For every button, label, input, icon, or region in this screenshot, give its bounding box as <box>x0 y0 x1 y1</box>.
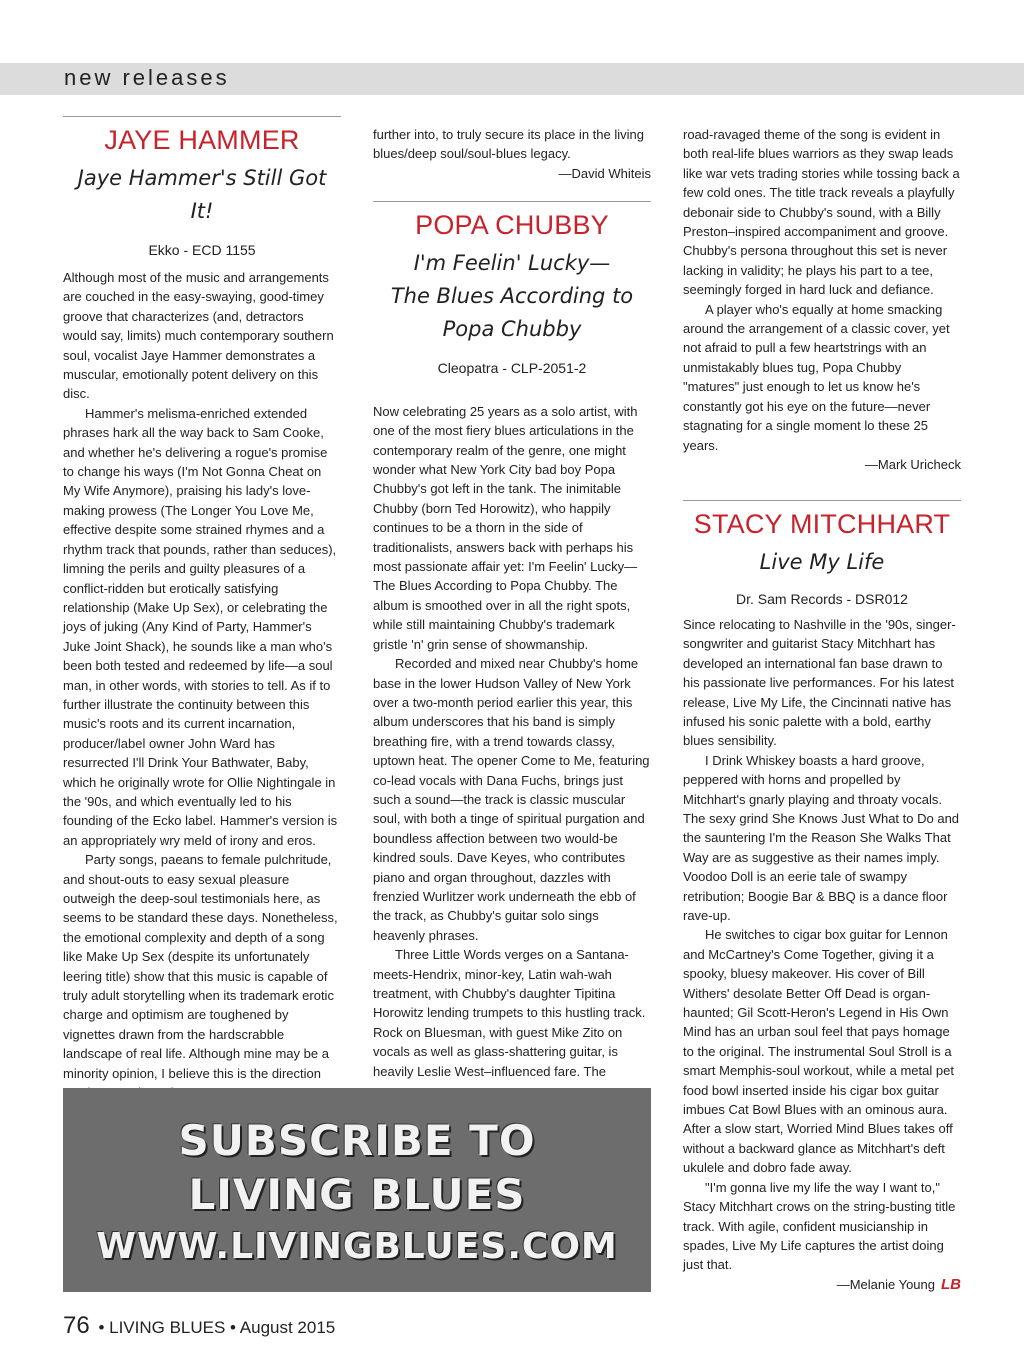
section-header-bar <box>0 63 1024 95</box>
record-label: Dr. Sam Records - DSR012 <box>736 590 908 607</box>
album-title-line: I'm Feelin' Lucky— <box>413 250 611 275</box>
section-label: new releases <box>64 65 230 90</box>
band-name: JAYE HAMMER <box>104 125 300 155</box>
review-paragraph: Three Little Words verges on a Santana-meets-Hendrix, minor-key, Latin wah-wah treatment, with Chubby's daughter Tipitina Horowitz lending trumpets to this hustling track. Rock on Bluesman, with guest Mike Zito on vocals as well as glass-shattering guitar, is heavily Leslie West–influenced fare. The <box>373 947 646 1079</box>
review-paragraph: "I'm gonna live my life the way I want to," Stacy Mitchhart crows on the string-busting title track. With agile, confident musicianship in spades, Live My Life captures the artist doing just that. <box>683 1179 956 1273</box>
review-paragraph: Recorded and mixed near Chubby's home base in the lower Hudson Valley of New York over a two-month period earlier this year, this album underscores that his band is simply breathing fire, with a trend towards classy, uptown heat. The opener Come to Me, featuring co-lead vocals with Dana Fuchs, brings just such a sound—the track is classic muscular soul, with both a tinge of spiritual purgation and boundless affection between two would-be kindred souls. Dave Keyes, who contributes piano and organ throughout, dazzles with frenzied Wurlitzer work underneath the ebb of the track, as Chubby's guitar solo sings heavenly phrases. <box>373 656 650 943</box>
album-title-line: The Blues According to <box>390 283 634 308</box>
subscribe-line: SUBSCRIBE TO <box>178 1116 536 1165</box>
band-name: POPA CHUBBY <box>415 209 609 240</box>
review-paragraph: Party songs, paeans to female pulchritude, and shout-outs to easy sexual pleasure outweigh the deep-soul testimonials here, as seems to be standard these days. Nonetheless, the emotional complexity and depth of a song like Make Up Sex (despite its unfortunately leering title) show that this music is capable of truly adult storytelling when its trademark erotic charge and optimism are toughened by vignettes drawn from the hardscrabble landscape of real life. Although mine may be a minority opinion, I believe this is the direction <box>63 852 338 1081</box>
divider <box>63 116 341 117</box>
review-paragraph: further into, to truly secure its place in the living blues/deep soul/soul-blues legacy. <box>373 127 644 162</box>
review-paragraph: Hammer's melisma-enriched extended phrases hark all the way back to Sam Cooke, and whether he's delivering a rogue's promise to change his ways (I'm Not Gonna Cheat on My Wife Anymore), praising his lady's love-making prowess (The Longer You Love Me, effective despite some strained rhymes and a rhythm track that pounds, rather than seduces), limning the perils and guilty pleasures of a conflict-ridden but erotically satisfying relationship (Make Up Sex), or celebrating the joys of juking (Any Kind of Party, Hammer's Juke Joint Shack), he sounds like a man who's been both tested and redeemed by life—a soul man, in other words, with stories to tell. As if to further illustrate the continuity between this music's roots and its current incarnation, producer/label owner John Ward has resurrected I'll Drink Your Bathwater, Baby, which he originally wrote for Ollie Nightingale in the '90s, and which eventually led to his founding of the Ecko label. Hammer's version is an appropriately wry meld of irony and eros. <box>63 405 338 848</box>
review-signature <box>683 1275 961 1294</box>
signature-text: —Melanie Young <box>836 1276 935 1292</box>
column-1 <box>63 110 341 1102</box>
footer-text: • LIVING BLUES • August 2015 <box>98 1318 336 1337</box>
album-title: Live My Life <box>759 549 885 574</box>
review-paragraph: I Drink Whiskey boasts a hard groove, peppered with horns and propelled by Mitchhart's gnarly playing and throaty vocals. The sexy grind She Knows Just What to Do and the sauntering I'm the Reason She Walks That Way are as suggestive as their names imply. Voodoo Doll is an eerie tale of swampy retribution; Boogie Bar & BBQ is a dance floor rave-up. <box>683 752 960 923</box>
record-label: Ekko - ECD 1155 <box>148 242 256 258</box>
subscribe-url[interactable]: WWW.LIVINGBLUES.COM <box>96 1226 618 1267</box>
review-signature: —David Whiteis <box>558 165 651 181</box>
review-signature: —Mark Uricheck <box>864 456 961 472</box>
review-paragraph: road-ravaged theme of the song is evident in both real-life blues warriors as they swap leads like war vets trading stories while tossing back a few cold ones. The title track reveals a playfully debonair side to Chubby's sound, with a Billy Preston–inspired accompaniment and groove. Chubby's persona throughout this set is never lacking in validity; he plays his part to a tee, seemingly forged in hard luck and defiance. <box>683 127 960 298</box>
column-2 <box>373 125 651 1081</box>
review-paragraph: Since relocating to Nashville in the '90s, singer-songwriter and guitarist Stacy Mitchhart has developed an international fan base drawn to his passionate live performances. For his latest release, Live My Life, the Cincinnati native has infused his sonic palette with a bold, earthy blues sensibility. <box>683 616 956 749</box>
living-blues-logo-icon: LB <box>941 1275 961 1293</box>
divider <box>683 500 961 501</box>
review-paragraph: Now celebrating 25 years as a solo artist, with one of the most fiery blues articulations in the contemporary realm of the genre, one might wonder what New York City bad boy Popa Chubby's got left in the tank. The inimitable Chubby (born Ted Horowitz), who happily continues to be a thorn in the side of traditionalists, answers back with perhaps his most passionate affair yet: I'm Feelin' Lucky—The Blues According to Popa Chubby. The album is smoothed over in all the right spots, while still maintaining Chubby's trademark gristle 'n' grin sense of showmanship. <box>373 403 638 652</box>
subscribe-ad[interactable] <box>63 1088 651 1292</box>
divider <box>373 201 651 202</box>
review-paragraph: A player who's equally at home smacking around the arrangement of a classic cover, yet not afraid to pull a few heartstrings with an unmistakably blues tug, Popa Chubby "matures" just enough to let us know he's constantly got his eye on the future—never stagnating for a single moment lo these 25 years. <box>683 301 950 453</box>
review-paragraph: Although most of the music and arrangements are couched in the easy-swaying, good-timey groove that characterizes (and, detractors would say, limits) much contemporary southern soul, vocalist Jaye Hammer demonstrates a muscular, emotionally potent delivery on this disc. <box>63 270 334 402</box>
column-3 <box>683 125 961 1294</box>
review-paragraph: He switches to cigar box guitar for Lennon and McCartney's Come Together, giving it a spooky, bluesy makeover. His cover of Bill Withers' desolate Better Off Dead is organ-haunted; Gil Scott-Heron's Legend in His Own Mind has an urban soul feel that pays homage to the original. The instrumental Soul Stroll is a smart Memphis-soul workout, while a metal pet food bowl inserted inside his cigar box guitar imbues Cat Bowl Blues with an ominous aura. After a slow start, Worried Mind Blues takes off without a backward glance as Mitchhart's deft ukulele and dobro fade away. <box>683 927 954 1176</box>
band-name: STACY MITCHHART <box>693 508 951 539</box>
page-footer <box>63 1312 335 1340</box>
record-label: Cleopatra - CLP-2051-2 <box>437 359 587 376</box>
subscribe-line: LIVING BLUES <box>188 1170 526 1219</box>
page-number: 76 <box>63 1312 90 1339</box>
album-title: Jaye Hammer's Still Got It! <box>77 166 327 223</box>
album-title-line: Popa Chubby <box>442 316 582 341</box>
